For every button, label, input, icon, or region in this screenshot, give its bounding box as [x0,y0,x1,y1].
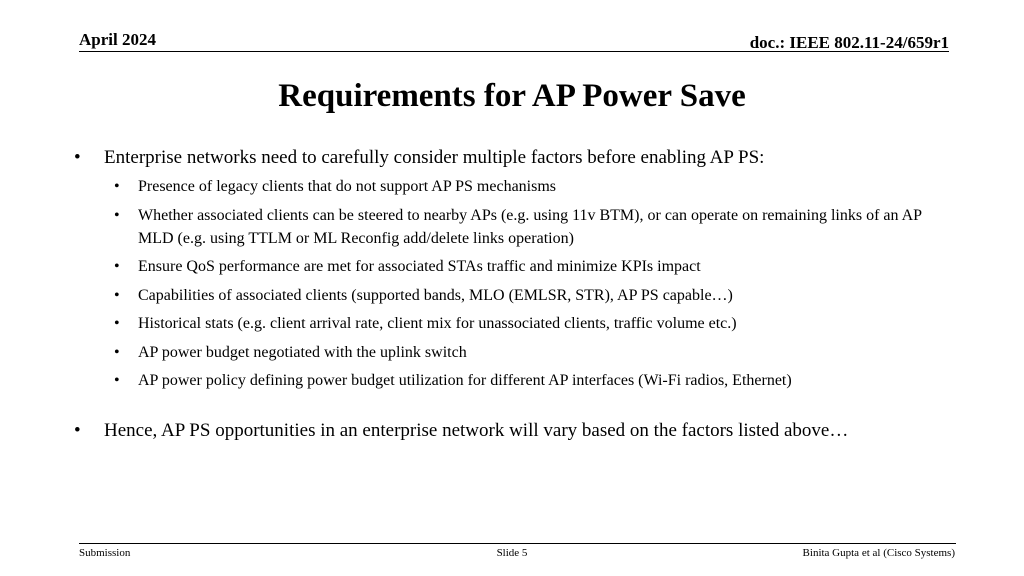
header-date: April 2024 [79,30,156,49]
header-divider [79,51,949,52]
header-doc-id: doc.: IEEE 802.11-24/659r1 [749,33,949,52]
sub-bullet-text: Historical stats (e.g. client arrival rate, client mix for unassociated clients, traffic volume etc.) [138,315,737,332]
sub-bullet-item [74,175,954,198]
footer-divider [79,543,956,544]
sub-bullet-icon: • [114,315,120,332]
sub-bullet-icon: • [114,343,120,361]
sub-bullet-text: AP power budget negotiated with the uplink switch [138,343,467,361]
footer-submission: Submission [79,547,131,559]
sub-bullet-icon: • [114,206,120,224]
sub-bullet-item [74,312,954,335]
bullet-text: Hence, AP PS opportunities in an enterprise network will vary based on the factors listed above… [104,420,849,441]
sub-bullet-icon: • [114,286,120,304]
footer-slide-number: Slide 5 [496,547,528,559]
sub-bullet-list [74,175,954,392]
footer-author: Binita Gupta et al (Cisco Systems) [802,547,955,559]
bullet-icon: • [74,147,81,168]
slide-title: Requirements for AP Power Save [278,78,746,114]
sub-bullet-icon: • [114,258,120,275]
bullet-item [74,145,954,171]
sub-bullet-text: Whether associated clients can be steered to nearby APs (e.g. using 11v BTM), or can operate on remaining links of an AP MLD (e.g. using TTLM or ML Reconfig add/delete links operation) [138,206,922,247]
bullet-item [74,418,954,444]
sub-bullet-icon: • [114,178,120,195]
sub-bullet-text: Presence of legacy clients that do not support AP PS mechanisms [138,178,557,195]
sub-bullet-item [74,284,954,307]
bullet-icon: • [74,420,81,441]
sub-bullet-item [74,255,954,278]
sub-bullet-icon: • [114,372,120,389]
bullet-text: Enterprise networks need to carefully consider multiple factors before enabling AP PS: [104,147,765,168]
sub-bullet-text: AP power policy defining power budget utilization for different AP interfaces (Wi-Fi radios, Ethernet) [138,372,792,389]
sub-bullet-item [74,341,954,364]
slide-body [74,145,954,444]
sub-bullet-item [74,369,954,392]
sub-bullet-text: Ensure QoS performance are met for associated STAs traffic and minimize KPIs impact [138,258,701,275]
sub-bullet-item [74,204,954,250]
sub-bullet-text: Capabilities of associated clients (supported bands, MLO (EMLSR, STR), AP PS capable…) [138,286,733,304]
